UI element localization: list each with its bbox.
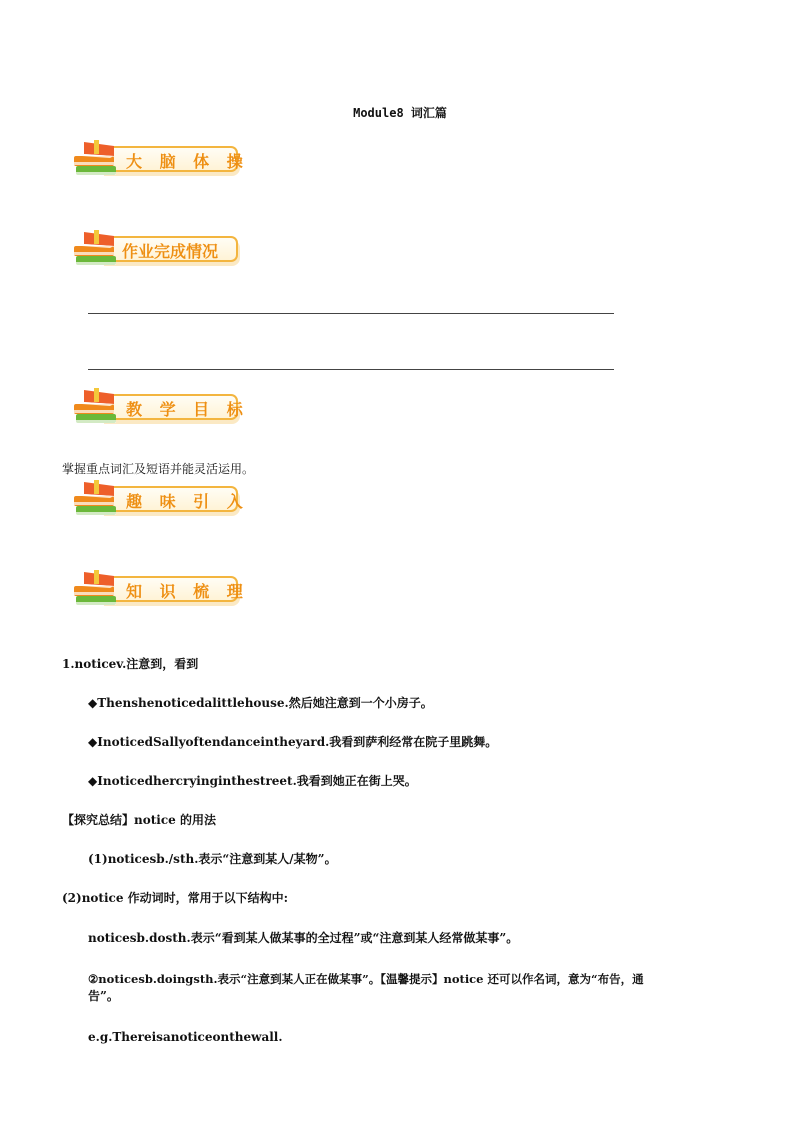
example-sentence: ◆Inoticedhercryinginthestreet.我看到她正在街上哭。 [88, 774, 417, 788]
goals-text: 掌握重点词汇及短语并能灵活运用。 [62, 462, 255, 476]
books-icon [70, 566, 130, 614]
section-title-knowledge: 知 识 梳 理 [126, 582, 249, 601]
example-sentence: ◆Thenshenoticedalittlehouse.然后她注意到一个小房子。 [88, 696, 433, 710]
section-banner-knowledge [70, 566, 249, 614]
usage-rule: (2)notice 作动词时，常用于以下结构中: [62, 891, 289, 905]
books-icon [70, 384, 130, 432]
section-banner-homework [70, 226, 245, 274]
section-title-intro: 趣 味 引 入 [126, 492, 249, 511]
usage-rule-continued: 告”。 [88, 989, 119, 1003]
page-title: Module8 词汇篇 [353, 106, 447, 120]
section-title-brain: 大 脑 体 操 [126, 152, 249, 171]
books-icon [70, 226, 130, 274]
usage-rule: (1)noticesb./sth.表示“注意到某人/某物”。 [88, 852, 337, 866]
section-title-goals: 教 学 目 标 [126, 400, 249, 419]
section-banner-goals [70, 384, 249, 432]
section-title-homework: 作业完成情况 [122, 242, 219, 261]
section-banner-brain [70, 136, 249, 184]
books-icon [70, 476, 130, 524]
example-sentence: ◆InoticedSallyoftendanceintheyard.我看到萨利经常在院子里跳舞。 [88, 735, 498, 749]
usage-rule: ②noticesb.doingsth.表示“注意到某人正在做某事”。【温馨提示】notice 还可以作名词，意为“布告，通 [88, 972, 644, 986]
answer-line [88, 369, 614, 370]
usage-rule: noticesb.dosth.表示“看到某人做某事的全过程”或“注意到某人经常做某事”。 [88, 931, 519, 945]
books-icon [70, 136, 130, 184]
answer-line [88, 313, 614, 314]
vocab-item-heading: 1.noticev.注意到，看到 [62, 657, 199, 671]
example-eg: e.g.Thereisanoticeonthewall. [88, 1030, 283, 1044]
summary-heading: 【探究总结】notice 的用法 [62, 813, 216, 827]
section-banner-intro [70, 476, 249, 524]
